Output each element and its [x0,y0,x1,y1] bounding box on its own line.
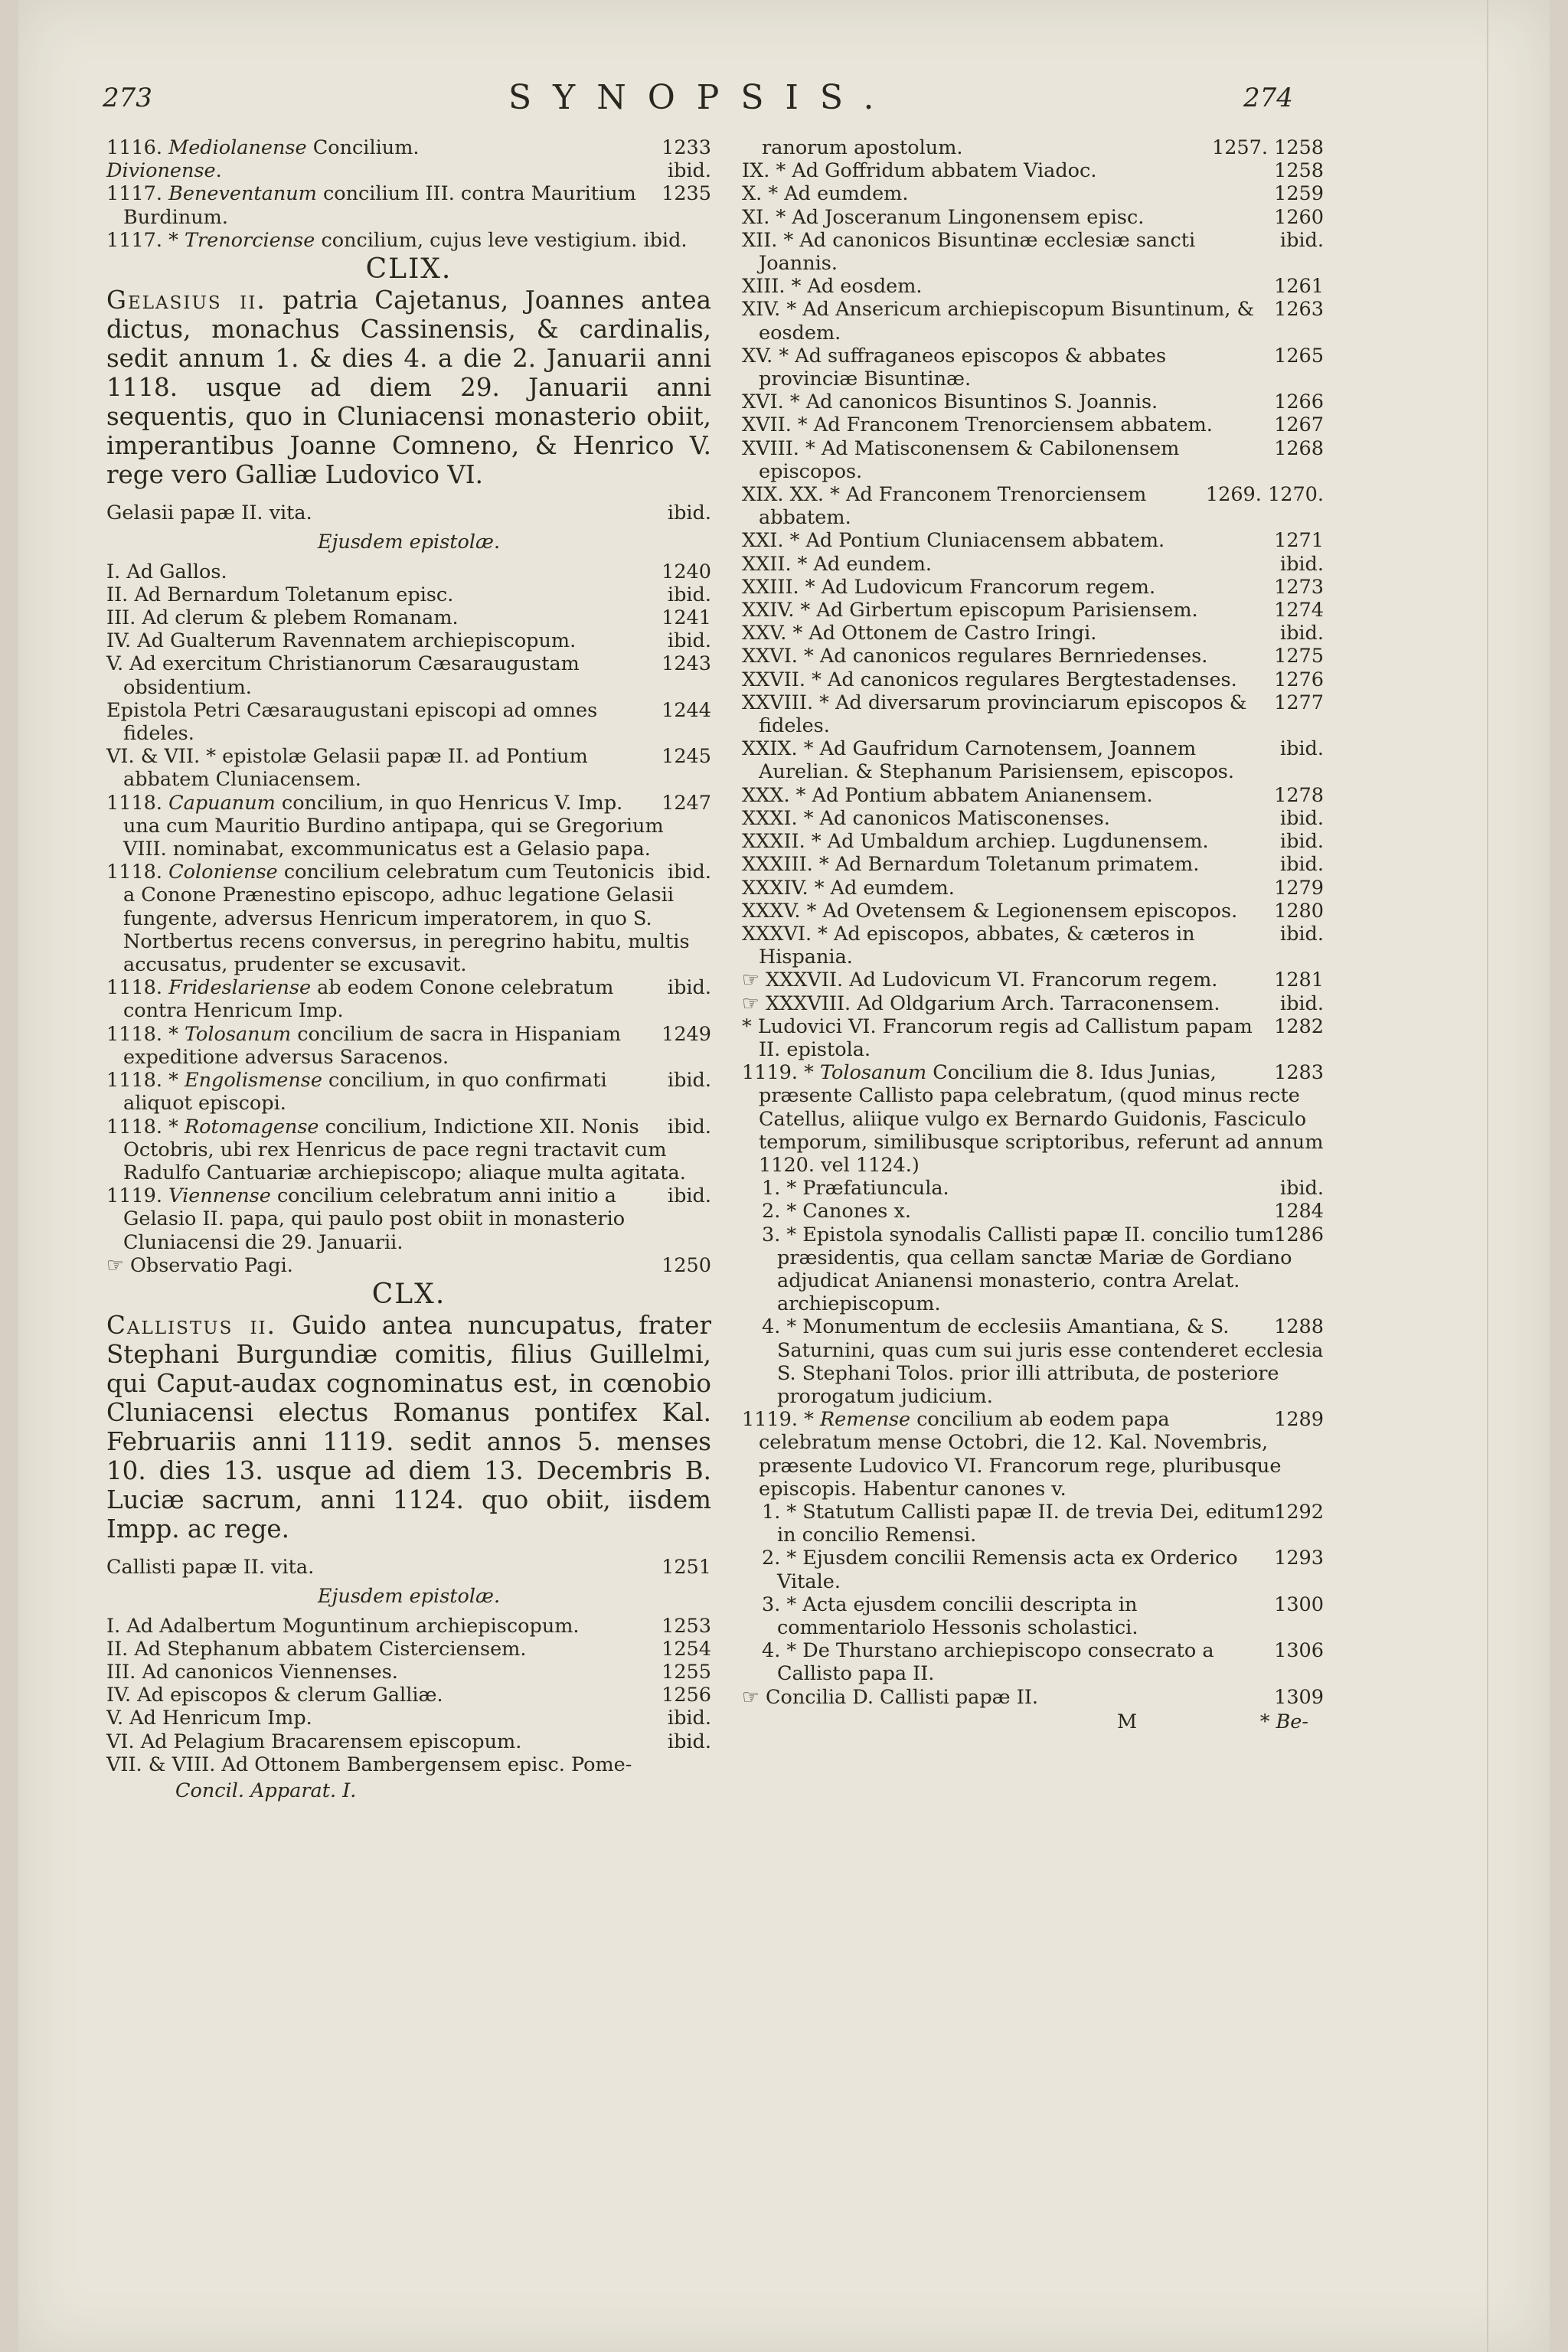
list-item [742,182,1324,205]
entry-text: ☞ XXXVII. Ad Ludovicum VI. Francorum regem. [742,969,1218,992]
council-list [106,792,711,1277]
page-ref: 1240 [662,560,711,583]
page-ref: 1233 [662,136,711,159]
entry-text: XXXIII. * Ad Bernardum Toletanum primatem. [742,853,1200,877]
list-item [742,413,1324,436]
list-item [106,652,711,698]
list-item [742,1408,1324,1501]
section-title: CLIX. [365,253,452,286]
list-item [742,483,1324,529]
list-item [106,583,711,606]
council-name: Mediolanense [168,136,307,159]
list-item [106,1069,711,1115]
page-ref: 1251 [662,1556,711,1579]
entry-text: concilium, cujus leve vestigium. ibid. [315,228,688,252]
footer-line [742,1710,1324,1735]
entry-text: XXXIV. * Ad eumdem. [742,876,955,900]
list-item [106,1184,711,1254]
entry-text: XXX. * Ad Pontium abbatem Anianensem. [742,783,1153,807]
page-ref: ibid. [667,1707,711,1730]
list-item [106,1638,711,1661]
page-ref: 1241 [662,606,711,630]
biography-text: patria Cajetanus, Joannes antea dictus, monachus Cassinensis, & cardinalis, sedit annum 1. & dies 4. a die 2. Januarii anni 1118. usque ad diem 29. Januarii anni sequentis, quo in Cluniacensi monasterio obiit, imperantibus Joanne Comneno, & Henrico V. rege vero Galliæ Ludovico VI. [106,286,711,490]
list-item [742,345,1324,390]
list-item [742,923,1324,969]
list-item [742,553,1324,576]
entry-text: Concilium die 8. Idus Junias, præsente Callisto papa celebratum, (quod minus recte Catellus, aliique vulgo ex Bernardo Guidonis, Fasciculo temporum, similibusque scriptoribus, referunt ad annum 1120. vel 1124.) [759,1061,1324,1177]
list-item [742,691,1324,737]
list-item [106,976,711,1022]
list-item [742,229,1324,275]
entry-text: XXXI. * Ad canonicos Matisconenses. [742,806,1110,830]
entry-text: IV. Ad episcopos & clerum Galliæ. [106,1684,443,1707]
page-ref: 1289 [1274,1408,1324,1432]
entry-text: XV. * Ad suffraganeos episcopos & abbates provinciæ Bisuntinæ. [742,344,1167,391]
council-name: Coloniense [168,861,278,884]
entry-text: XII. * Ad canonicos Bisuntinæ ecclesiæ sancti Joannis. [742,228,1196,276]
page-ref: 1258 [1274,159,1324,183]
list-item [106,159,711,182]
list-item [742,992,1324,1015]
entry-date: 1119. * [742,1408,820,1432]
page-ref: 1282 [1274,1014,1324,1038]
entry-text: 1. * Præfatiuncula. [762,1177,949,1200]
page-ref: ibid. [667,501,711,525]
page-ref: ibid. [667,629,711,653]
page-ref: 1256 [662,1684,711,1707]
entry-text: ranorum apostolum. [762,136,963,159]
list-item [742,1315,1324,1408]
entry-text: * Ludovici VI. Francorum regis ad Callistum papam II. epistola. [742,1014,1253,1061]
page-ref: ibid. [1279,991,1324,1015]
entry-text: concilium III. contra Mauritium Burdinum. [123,182,636,229]
page-ref: 1269. 1270. [1205,483,1324,507]
page-ref: 1268 [1274,436,1324,460]
page-header [103,78,1312,129]
page-ref: ibid. [667,976,711,1000]
page-ref: 1276 [1274,668,1324,691]
entry-text: XXVIII. * Ad diversarum provinciarum episcopos & fideles. [742,691,1247,738]
entry-text: concilium de sacra in Hispaniam expeditione adversus Saracenos. [123,1022,622,1069]
entry-date: ☞ [106,1253,130,1277]
list-item [742,159,1324,182]
gutter-shadow [1487,0,1488,2352]
entry-date: 1118. * [106,1115,185,1138]
signature-mark: Concil. Apparat. I. [175,1779,357,1802]
vita-entry [106,1556,711,1579]
entry-date: 1118. [106,791,169,815]
list-item [742,1639,1324,1685]
list-item [106,182,711,228]
entry-date: 1119. * [742,1061,820,1085]
entry-text: XIV. * Ad Ansericum archiepiscopum Bisuntinum, & eosdem. [742,298,1255,345]
page-ref: 1273 [1274,575,1324,599]
council-list-top [106,136,711,252]
page-ref: 1244 [662,698,711,722]
entry-text: IV. Ad Gualterum Ravennatem archiepiscopum. [106,629,577,653]
list-item [106,136,711,159]
list-item [106,606,711,629]
council-name: Beneventanum [168,182,317,206]
entry-text: concilium, in quo Henricus V. Imp. una cum Mauritio Burdino antipapa, qui se Gregorium VIII. nominabat, excommunicatus est a Gelasio papa. [123,791,664,861]
signature-line [106,1779,711,1802]
entry-text: V. Ad Henricum Imp. [106,1707,312,1730]
entry-text: ☞ Concilia D. Callisti papæ II. [742,1685,1039,1709]
page-ref: ibid. [1279,806,1324,830]
page-ref: 1300 [1274,1592,1324,1616]
entry-date: 1117. [106,182,169,206]
entry-text: XXXVI. * Ad episcopos, abbates, & cæteros in Hispania. [742,922,1195,969]
biography-text: Guido antea nuncupatus, frater Stephani Burgundiæ comitis, filius Guillelmi, qui Caput-audax cognominatus est, in cœnobio Cluniacensi electus Romanus pontifex Kal. Februariis anni 1119. sedit annos 5. menses 10. dies 13. usque ad diem 13. Decembris B. Luciæ sacrum, anni 1124. quo obiit, iisdem Impp. ac rege. [106,1311,711,1544]
page-ref: 1275 [1274,645,1324,668]
entry-text: XVII. * Ad Franconem Trenorciensem abbatem. [742,413,1213,437]
list-item [742,737,1324,783]
list-item [742,853,1324,876]
council-name: Rotomagense [184,1115,319,1138]
entry-text: Gelasii papæ II. vita. [106,501,312,525]
page-ref: 1243 [662,652,711,676]
page-ref: ibid. [1279,622,1324,645]
entry-text: IX. * Ad Goffridum abbatem Viadoc. [742,159,1097,183]
page-ref: ibid. [1279,853,1324,877]
entry-text: III. Ad clerum & plebem Romanam. [106,606,459,630]
page-ref: ibid. [667,583,711,606]
list-item [742,1223,1324,1316]
page-ref: 1245 [662,745,711,769]
page-ref: 1292 [1274,1500,1324,1524]
pope-name: Callistus ii. [106,1311,276,1341]
right-column [742,136,1324,1735]
list-item [106,1753,711,1776]
letters-list [742,136,1324,1061]
letters-list [106,560,711,792]
entry-text: concilium celebratum anni initio a Gelasio II. papa, qui paulo post obiit in monasterio Cluniacensi die 29. Januarii. [123,1184,626,1254]
entry-text: I. Ad Gallos. [106,560,227,583]
entry-text: XIII. * Ad eosdem. [742,275,923,299]
list-item [106,1116,711,1185]
entry-text: XXIII. * Ad Ludovicum Francorum regem. [742,575,1156,599]
list-item [742,807,1324,830]
list-item [742,437,1324,483]
vita-entry [106,501,711,524]
list-item [742,298,1324,344]
list-item [742,877,1324,900]
subheading: Ejusdem epistolæ. [317,531,501,554]
entry-text: VI. & VII. * epistolæ Gelasii papæ II. ad Pontium abbatem Cluniacensem. [106,745,588,792]
list-item [742,622,1324,645]
page-ref: 1274 [1274,599,1324,622]
list-item [106,1023,711,1069]
entry-text: 2. * Ejusdem concilii Remensis acta ex Orderico Vitale. [762,1547,1238,1593]
council-entry [742,1408,1324,1501]
entry-text: XXVI. * Ad canonicos regulares Bernriedenses. [742,645,1208,668]
list-item [106,560,711,583]
council-name: Remense [819,1408,911,1432]
entry-text: XVI. * Ad canonicos Bisuntinos S. Joannis. [742,390,1158,414]
entry-text: XXII. * Ad eundem. [742,552,933,576]
council-name: Divionense [106,159,216,183]
page-ref: 1255 [662,1660,711,1684]
council-name: Tolosanum [819,1061,927,1085]
entry-date: 1117. * [106,228,185,252]
page-ref: 1293 [1274,1547,1324,1570]
list-item [106,861,711,976]
entry-text: XXIV. * Ad Girbertum episcopum Parisiensem. [742,599,1198,622]
page-ref: 1253 [662,1614,711,1638]
page-ref: ibid. [667,1730,711,1753]
page-ref: 1306 [1274,1639,1324,1663]
page-ref: 1250 [662,1253,711,1277]
list-item [742,969,1324,991]
letters-list [106,1615,711,1776]
list-item [742,1015,1324,1061]
entry-text: Concilium. [306,136,420,159]
entry-date: 1118. * [106,1022,185,1046]
council-documents [742,1501,1324,1686]
list-item [742,1200,1324,1223]
entry-text: XXXII. * Ad Umbaldum archiep. Lugdunensem. [742,830,1209,854]
council-name: Engolismense [184,1069,322,1093]
list-item [106,745,711,791]
list-item [742,1501,1324,1547]
entry-text: XXV. * Ad Ottonem de Castro Iringi. [742,622,1097,645]
page-ref: ibid. [667,1184,711,1208]
list-item [106,629,711,652]
entry-text: II. Ad Stephanum abbatem Cisterciensem. [106,1637,527,1661]
page-ref: 1281 [1274,969,1324,992]
page-ref: ibid. [1279,552,1324,576]
entry-text: concilium, Indictione XII. Nonis Octobris, ubi rex Henricus de pace regni tractavit cum Radulfo Cantuariæ archiepiscopo; aliaque multa agitata. [123,1115,686,1184]
council-name: Capuanum [168,791,276,815]
entry-text: Epistola Petri Cæsaraugustani episcopi ad omnes fideles. [106,698,598,746]
entry-text: XIX. XX. * Ad Franconem Trenorciensem abbatem. [742,483,1147,530]
page-ref: 1283 [1274,1061,1324,1085]
page-ref: 1278 [1274,783,1324,807]
entry-text: X. * Ad eumdem. [742,182,909,206]
list-item [742,136,1324,159]
list-item [742,1686,1324,1709]
council-documents [742,1177,1324,1408]
list-item [742,668,1324,691]
entry-text: XXXV. * Ad Ovetensem & Legionensem episcopos. [742,899,1238,923]
list-item [106,1730,711,1753]
entry-text: VI. Ad Pelagium Bracarensem episcopum. [106,1730,522,1753]
page-number-right: 274 [1243,83,1293,113]
page-ref: ibid. [1279,228,1324,252]
list-item [742,784,1324,807]
page-ref: ibid. [1279,830,1324,854]
list-item [742,599,1324,622]
catchword: * Be- [1259,1710,1308,1733]
running-title: SYNOPSIS. [508,78,896,117]
entry-date: 1118. [106,861,169,884]
page-ref: ibid. [667,1069,711,1093]
page-ref: ibid. [667,1115,711,1138]
page-ref: 1235 [662,182,711,206]
list-item [742,900,1324,923]
entry-text: 4. * Monumentum de ecclesiis Amantiana, & S. Saturnini, quas cum sui juris esse contenderet ecclesia S. Stephani Tolos. prior illi attributa, de posteriore prorogatum judicium. [762,1315,1324,1408]
list-item [742,1593,1324,1639]
page-ref: 1254 [662,1637,711,1661]
page-ref: 1259 [1274,182,1324,206]
entry-text: I. Ad Adalbertum Moguntinum archiepiscopum. [106,1614,580,1638]
page-ref: ibid. [1279,922,1324,946]
entry-text: XXI. * Ad Pontium Cluniacensem abbatem. [742,529,1165,553]
book-page [18,0,1550,2352]
entry-text: XVIII. * Ad Matisconensem & Cabilonensem episcopos. [742,436,1180,483]
page-ref: 1277 [1274,691,1324,714]
entry-text: . [215,159,222,183]
section-title: CLX. [371,1278,446,1310]
entry-text: Observatio Pagi. [129,1253,293,1277]
council-entry [742,1061,1324,1177]
page-ref: 1286 [1274,1223,1324,1246]
subheading: Ejusdem epistolæ. [317,1585,501,1609]
list-item [106,1661,711,1684]
list-item [742,1547,1324,1592]
council-name: Viennense [168,1184,271,1208]
list-item [106,1707,711,1730]
list-item [742,1177,1324,1200]
page-ref: 1267 [1274,413,1324,437]
council-name: Trenorciense [184,228,315,252]
entry-text: VII. & VIII. Ad Ottonem Bambergensem episc. Pome- [106,1753,632,1776]
entry-text: concilium celebratum cum Teutonicis a Conone Prænestino episcopo, adhuc legatione Gelasii fungente, adversus Henricum imperatorem, in quo S. Nortbertus recens conversus, in peregrino habitu, multis accusatus, prudenter se excusavit. [123,861,690,977]
list-item [742,390,1324,413]
entry-text: 4. * De Thurstano archiepiscopo consecrato a Callisto papa II. [762,1639,1214,1686]
entry-date: 1118. * [106,1069,185,1093]
list-item [742,529,1324,552]
entry-date: 1116. [106,136,169,159]
page-ref: 1265 [1274,344,1324,368]
entry-text: Callisti papæ II. vita. [106,1556,315,1579]
entry-text: V. Ad exercitum Christianorum Cæsaraugustam obsidentium. [106,652,580,699]
entry-text: III. Ad canonicos Viennenses. [106,1660,398,1684]
page-ref: 1280 [1274,899,1324,923]
page-ref: 1247 [662,791,711,815]
page-ref: 1284 [1274,1200,1324,1223]
page-ref: 1260 [1274,205,1324,229]
list-item [106,1254,711,1277]
page-ref: ibid. [667,159,711,183]
entry-text: ab eodem Conone celebratum contra Henricum Imp. [123,976,614,1023]
list-item [742,576,1324,599]
list-item [106,699,711,745]
page-ref: 1249 [662,1022,711,1046]
page-ref: 1288 [1274,1315,1324,1339]
list-item [742,206,1324,229]
page-ref: ibid. [667,861,711,884]
page-ref: ibid. [1279,737,1324,761]
page-number-left: 273 [103,83,152,113]
entry-text: II. Ad Bernardum Toletanum episc. [106,583,454,606]
page-ref: 1279 [1274,876,1324,900]
page-ref: ibid. [1279,1177,1324,1200]
list-item [106,1684,711,1707]
entry-date: 1118. [106,976,169,1000]
list-item [106,1615,711,1638]
entry-text: XXIX. * Ad Gaufridum Carnotensem, Joannem Aurelian. & Stephanum Parisiensem, episcopos. [742,737,1235,784]
page-ref: 1309 [1274,1685,1324,1709]
pope-biography [106,1311,711,1544]
page-ref: 1266 [1274,390,1324,414]
signature-mark: M [1117,1710,1138,1733]
page-ref: 1271 [1274,529,1324,553]
entry-text: XXVII. * Ad canonicos regulares Bergtestadenses. [742,668,1237,691]
entry-text: XI. * Ad Josceranum Lingonensem episc. [742,205,1145,229]
list-item [742,645,1324,668]
list-item [742,830,1324,853]
entry-text: 3. * Acta ejusdem concilii descripta in commentariolo Hessonis scholastici. [762,1592,1138,1639]
entry-text: concilium, in quo confirmati aliquot episcopi. [123,1069,607,1116]
page-ref: 1263 [1274,298,1324,322]
page-ref: 1261 [1274,275,1324,299]
entry-text: ☞ XXXVIII. Ad Oldgarium Arch. Tarraconensem. [742,991,1220,1015]
left-column [106,136,711,1802]
list-item [106,792,711,861]
pope-biography [106,286,711,489]
page-ref: 1257. 1258 [1211,136,1324,159]
list-item [106,229,711,252]
council-name: Tolosanum [184,1022,292,1046]
list-item [742,1061,1324,1177]
pope-name: Gelasius ii. [106,286,266,315]
list-item [742,275,1324,298]
entry-text: 1. * Statutum Callisti papæ II. de trevia Dei, editum in concilio Remensi. [762,1500,1276,1547]
entry-text: concilium ab eodem papa celebratum mense Octobri, die 12. Kal. Novembris, præsente Ludovico VI. Francorum rege, pluribusque episcopis. Habentur canones v. [759,1408,1282,1501]
entry-text: 2. * Canones x. [762,1200,911,1223]
entry-text: 3. * Epistola synodalis Callisti papæ II. concilio tum præsidentis, qua cellam sanctæ Mariæ de Gordiano adjudicat Anianensi monasterio, contra Arelat. archiepiscopum. [762,1223,1292,1316]
council-name: Frideslariense [168,976,312,1000]
entry-date: 1119. [106,1184,169,1208]
